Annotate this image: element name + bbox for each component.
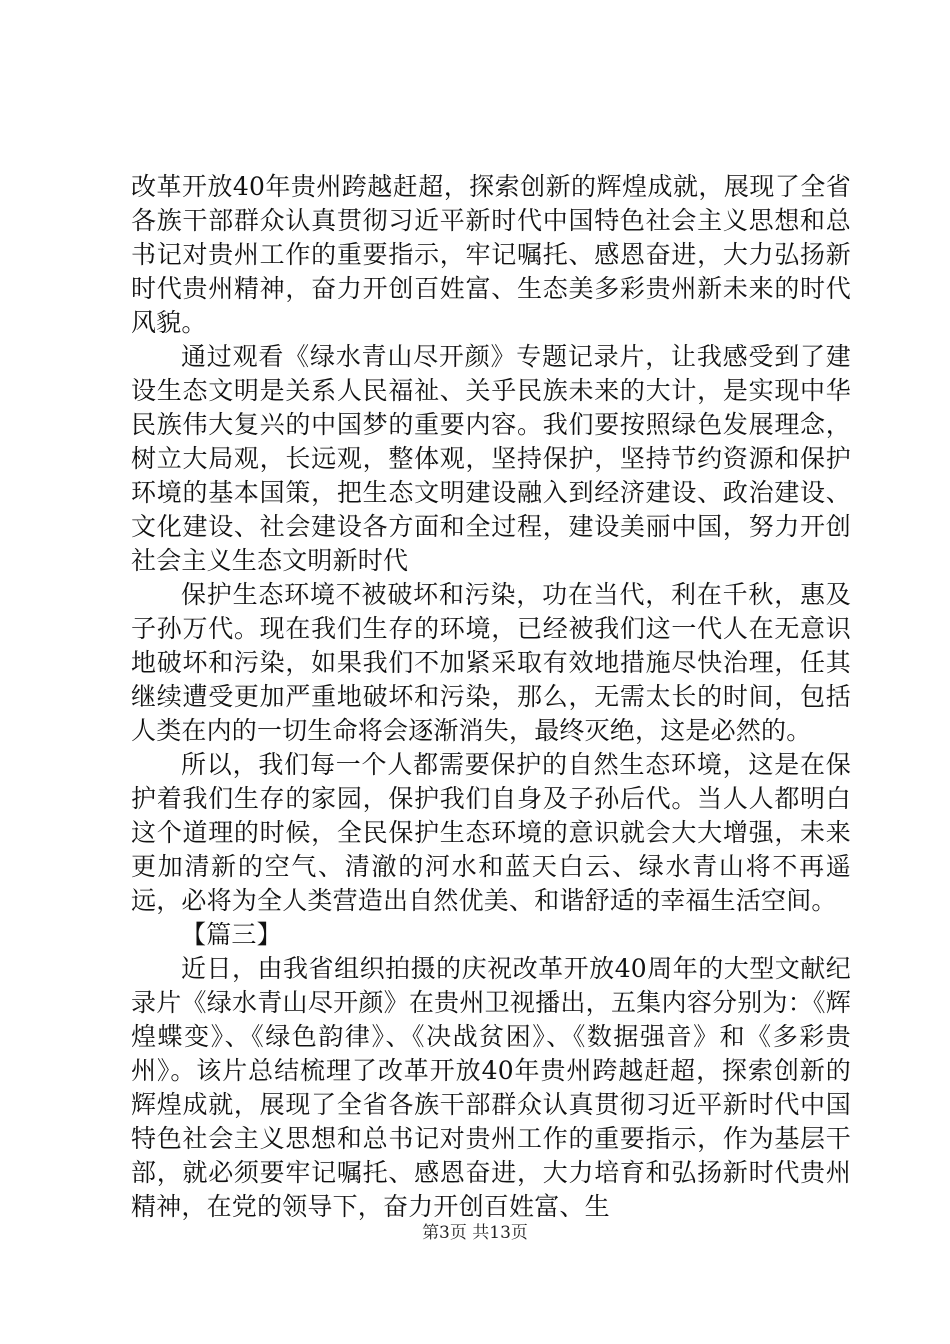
paragraph-5: 近日，由我省组织拍摄的庆祝改革开放40周年的大型文献纪录片《绿水青山尽开颜》在贵州卫视播出，五集内容分别为：《辉煌蝶变》、《绿色韵律》、《决战贫困》、《数据强音》和《多彩贵州》。该片总结梳理了改革开放40年贵州跨越赶超，探索创新的辉煌成就，展现了全省各族干部群众认真贯彻习近平新时代中国特色社会主义思想和总书记对贵州工作的重要指示，作为基层干部，就必须要牢记嘱托、感恩奋进，大力培育和弘扬新时代贵州精神，在党的领导下，奋力开创百姓富、生	[131, 954, 851, 1221]
paragraph-2: 通过观看《绿水青山尽开颜》专题记录片，让我感受到了建设生态文明是关系人民福祉、关乎民族未来的大计，是实现中华民族伟大复兴的中国梦的重要内容。我们要按照绿色发展理念，树立大局观，长远观，整体观，坚持保护，坚持节约资源和保护环境的基本国策，把生态文明建设融入到经济建设、政治建设、文化建设、社会建设各方面和全过程，建设美丽中国，努力开创社会主义生态文明新时代	[131, 342, 851, 575]
document-body	[131, 170, 851, 1224]
paragraph-4: 所以，我们每一个人都需要保护的自然生态环境，这是在保护着我们生存的家园，保护我们自身及子孙后代。当人人都明白这个道理的时候，全民保护生态环境的意识就会大大增强，未来更加清新的空气、清澈的河水和蓝天白云、绿水青山将不再遥远，必将为全人类营造出自然优美、和谐舒适的幸福生活空间。	[131, 750, 851, 915]
section-heading: 【篇三】	[181, 920, 282, 949]
page-footer: 第3页 共13页	[422, 1223, 528, 1243]
paragraph-3: 保护生态环境不被破坏和污染，功在当代，利在千秋，惠及子孙万代。现在我们生存的环境，已经被我们这一代人在无意识地破坏和污染，如果我们不加紧采取有效地措施尽快治理，任其继续遭受更加严重地破坏和污染，那么，无需太长的时间，包括人类在内的一切生命将会逐渐消失，最终灭绝，这是必然的。	[131, 580, 851, 745]
paragraph-1: 改革开放40年贵州跨越赶超，探索创新的辉煌成就，展现了全省各族干部群众认真贯彻习近平新时代中国特色社会主义思想和总书记对贵州工作的重要指示，牢记嘱托、感恩奋进，大力弘扬新时代贵州精神，奋力开创百姓富、生态美多彩贵州新未来的时代风貌。	[131, 172, 851, 337]
